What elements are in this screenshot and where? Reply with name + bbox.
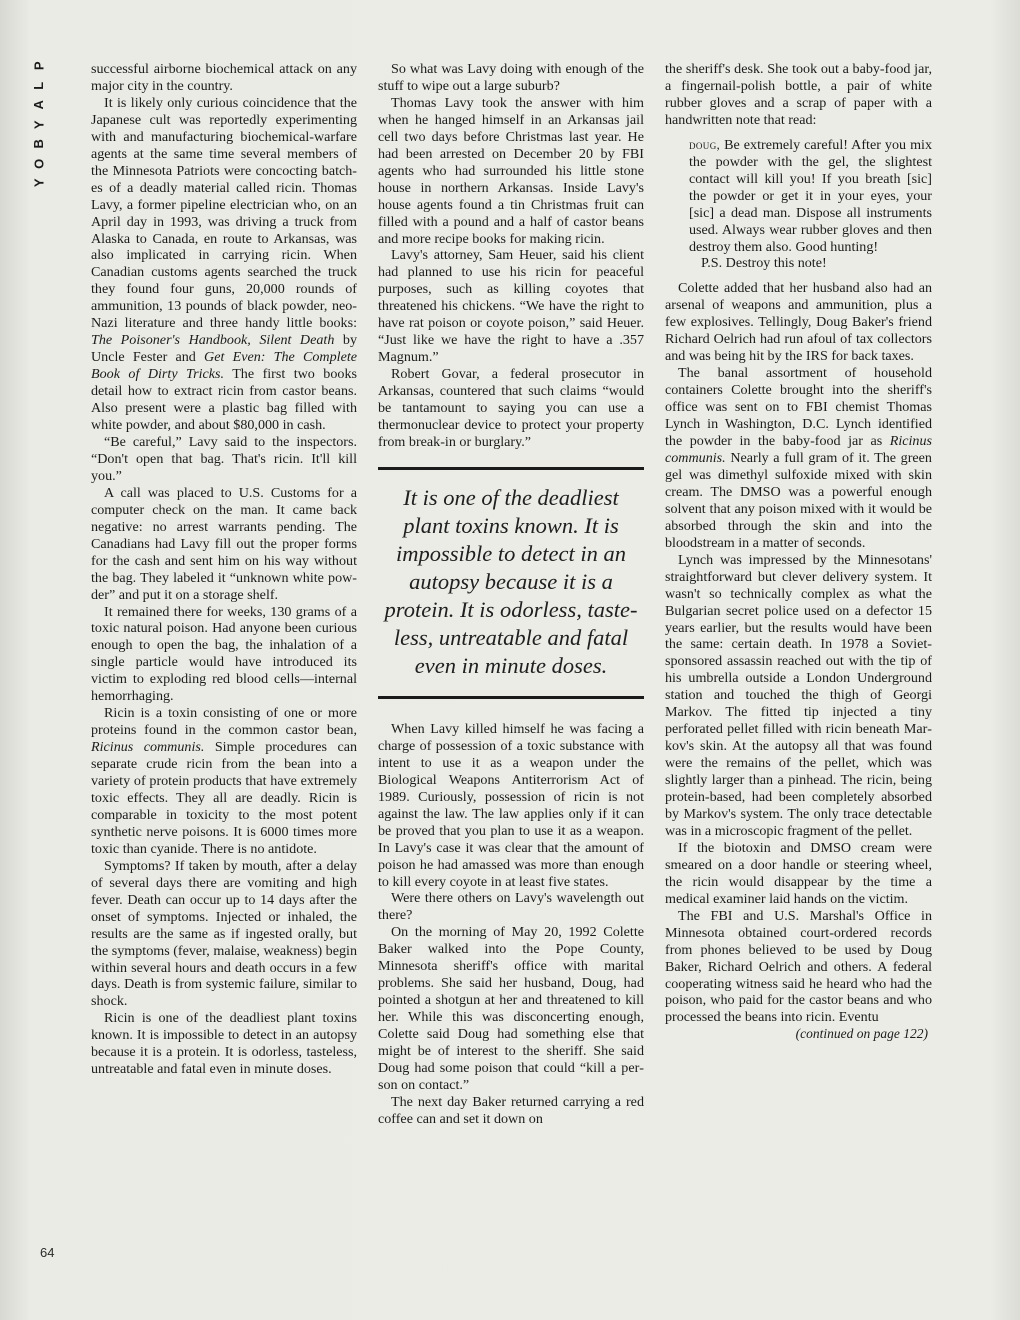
paragraph: Symptoms? If taken by mouth, after a delay of several days there are vomiting and high fever. Death can occur up to 14 days after the onset of symptoms. Injected or inhaled, the results are the same as if ingested orally, but the symptoms (fever, malaise, weakness) begin within several hours and death occurs in a few days. Death is from systemic failure, similar to shock. xyxy=(91,857,357,1010)
paragraph: It remained there for weeks, 130 grams of a toxic natural poison. Had anyone been curious enough to open the bag, the inhalation of a single particle would have introduced its victim to exploding red blood cells—internal hemorrhaging. xyxy=(91,603,357,705)
paragraph: The next day Baker returned carrying a red coffee can and set it down on xyxy=(378,1093,644,1127)
paragraph: Lavy's attorney, Sam Heuer, said his client had planned to use his ricin for peaceful purposes, such as killing coyotes that threatened his chickens. “We have the right to have rat poison or coyote poison,” said Heuer. “Just like we have the right to have a .357 Magnum.” xyxy=(378,247,644,366)
paragraph: The FBI and U.S. Marshal's Office in Minnesota obtained court-ordered records from phones believed to be used by Doug Baker, Richard Oelrich and others. A federal cooperating witness said he heard who had the poison, who paid for the castor beans and who processed the beans into ricin. Eventu xyxy=(665,907,932,1026)
masthead-letter: Y xyxy=(31,119,47,129)
masthead-letter: A xyxy=(31,100,47,110)
masthead-letter: P xyxy=(31,61,47,71)
masthead-letter: Y xyxy=(31,178,47,188)
paragraph: It is likely only curious coincidence that the Japanese cult was reportedly experimenting with and manufacturing biochemical-warfare agents at the same time several members of the Minnesota Patriots were concocting batches of a deadly material called ricin. Thomas Lavy, a former pipeline electrician who, on an April day in 1993, was driving a truck from Alaska to Canada, en route to Arkansas, was also implicated in carrying ricin. When Canadian customs agents searched the truck they found four guns, 20,000 rounds of ammunition, 13 pounds of black powder, neo-Nazi literature and three handy little books: The Poisoner's Handbook, Silent Death by Uncle Fester and Get Even: The Complete Book of Dirty Tricks. The first two books detail how to extract ricin from castor beans. Also present were a plastic bag filled with white powder, and about $80,000 in cash. xyxy=(91,94,358,434)
pull-quote: It is one of the deadliest plant toxins known. It is impossible to detect in an autopsy because it is a protein. It is odorless, tasteless, untreatable and fatal even in minute doses. xyxy=(378,467,644,699)
column-1 xyxy=(91,61,357,1078)
paragraph: Ricin is one of the deadliest plant toxins known. It is impossible to detect in an autopsy because it is a protein. It is odorless, tasteless, untreatable and fatal even in minute doses. xyxy=(91,1010,357,1078)
paragraph: Lynch was impressed by the Minnesotans' straightforward but clever delivery system. It wasn't so technically complex as what the Bulgarian secret police used on a defector 15 years earlier, but the results would have been the same: certain death. In 1978 a Soviet-sponsored assassin reached out with the tip of his umbrella outside a London Underground station and touched the thigh of Georgi Markov. The fitted tip injected a tiny perforated pellet filled with ricin beneath Markov's skin. At the autopsy all that was found were the remains of the pellet, which was slightly larger than a pinhead. The ricin, being protein-based, had been completely absorbed by Markov's system. The only trace detectable was in a microscopic fragment of the pellet. xyxy=(665,551,932,839)
paragraph: If the biotoxin and DMSO cream were smeared on a door handle or steering wheel, the ricin would disappear by the time a medical examiner laid hands on the victim. xyxy=(665,839,932,907)
paragraph: Robert Govar, a federal prosecutor in Arkansas, countered that such claims “would be tantamount to saying you can use a thermonuclear device to protect your property from break-in or burglary.” xyxy=(378,366,644,450)
continued-line: (continued on page 122) xyxy=(795,1026,928,1042)
paragraph: Were there others on Lavy's wavelength out there? xyxy=(378,890,644,924)
masthead-letter: B xyxy=(31,139,47,149)
paragraph: The banal assortment of household containers Colette brought into the sheriff's office was sent on to FBI chemist Thomas Lynch in Washington, D.C. Lynch identified the powder in the baby-food jar as Ricinus communis. Nearly a full gram of it. The green gel was dimethyl sulfoxide mixed with skin cream. The DMSO was a powerful enough solvent that any poison mixed with it would be absorbed through the skin and into the bloodstream in a matter of seconds. xyxy=(665,365,932,551)
paragraph: Ricin is a toxin consisting of one or more proteins found in the common castor bean, Ricinus communis. Simple procedures can separate crude ricin from the bean into a variety of protein products that have extremely toxic effects. They all are deadly. Ricin is comparable in toxicity to the most potent synthetic nerve poisons. It is 6000 times more toxic than cyanide. There is no antidote. xyxy=(91,705,357,857)
handwritten-note-quote: doug, Be extremely careful! After you mix the powder with the gel, the slightest contact will kill you! If you breath [sic] the powder or get it in your eyes, your [sic] a dead man. Dispose all instruments used. Always wear rubber gloves and then destroy them also. Good hunting! xyxy=(689,136,932,255)
paragraph: “Be careful,” Lavy said to the inspectors. “Don't open that bag. That's ricin. It'll kill you.” xyxy=(91,433,357,484)
paragraph: the sheriff's desk. She took out a baby-food jar, a fingernail-polish bottle, a pair of white rubber gloves and a scrap of paper with a handwritten note that read: xyxy=(665,61,932,128)
paragraph: Thomas Lavy took the answer with him when he hanged himself in an Arkansas jail cell two days before Christmas last year. He had been arrested on December 20 by FBI agents who had surrounded his little stone house in northern Arkansas. Inside Lavy's house agents found a tin Christmas fruit can filled with a pound and a half of castor beans and more recipe books for making ricin. xyxy=(378,94,644,247)
page-number: 64 xyxy=(40,1245,55,1260)
masthead-letter: O xyxy=(31,158,47,169)
note-postscript: P.S. Destroy this note! xyxy=(701,255,827,272)
paragraph: On the morning of May 20, 1992 Colette Baker walked into the Pope County, Minnesota sheriff's office with marital problems. She said her husband, Doug, had pointed a shotgun at her and threatened to kill her. While this was disconcerting enough, Colette said Doug had something else that might be of interest to the sheriff. She said Doug had some poison that could “kill a person on contact.” xyxy=(378,924,644,1093)
column-3 xyxy=(665,61,932,1043)
masthead-letter: L xyxy=(31,81,47,90)
paragraph: A call was placed to U.S. Customs for a computer check on the man. It came back negative: no arrest warrants pending. The Canadians had Lavy fill out the proper forms for the cash and sent him on his way without the bag. They labeled it “unknown white powder” and put it on a storage shelf. xyxy=(91,484,357,603)
paragraph: Colette added that her husband also had an arsenal of weapons and ammunition, plus a few explosives. Tellingly, Doug Baker's friend Richard Oelrich had run afoul of tax collectors and was being hit by the IRS for back taxes. xyxy=(665,280,932,365)
paragraph: So what was Lavy doing with enough of the stuff to wipe out a large suburb? xyxy=(378,61,644,94)
paragraph: When Lavy killed himself he was facing a charge of possession of a toxic substance with intent to use it as a weapon under the Biological Weapons Antiterrorism Act of 1989. Curiously, possession of ricin is not against the law. The law applies only if it can be proved that you plan to use it as a weapon. In Lavy's case it was clear that the amount of poison he had amassed was more than enough to kill every coyote in at least five states. xyxy=(378,720,644,890)
paragraph: successful airborne biochemical attack on any major city in the country. xyxy=(91,61,357,94)
playboy-masthead xyxy=(28,56,50,193)
column-2 xyxy=(378,61,644,1128)
